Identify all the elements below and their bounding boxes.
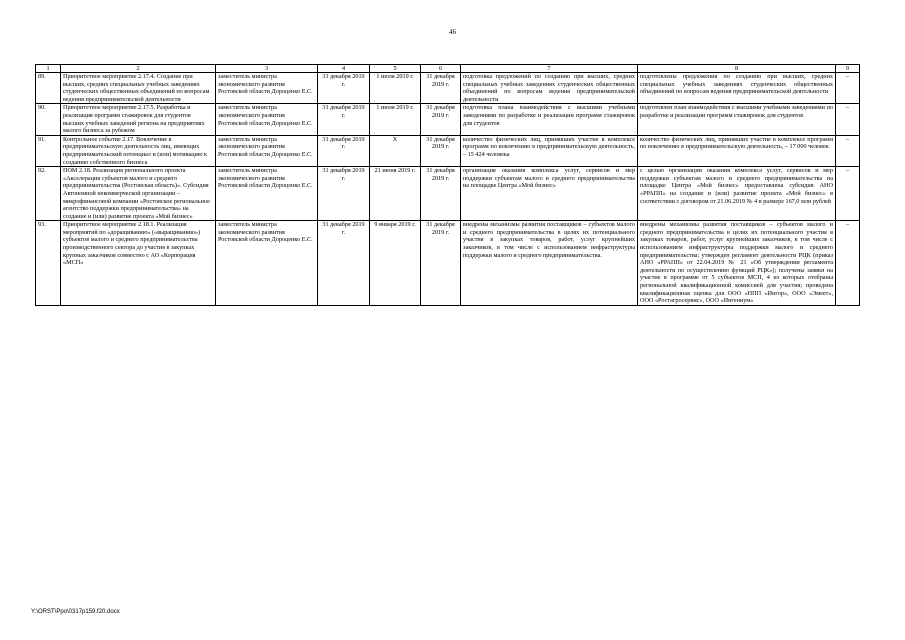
report-table	[35, 64, 860, 306]
responsible-person: заместитель министра экономического развития Ростовской области Дороценко Е.С.	[216, 135, 318, 166]
actual-result: с целью организации оказания комплекса услуг, сервисов и мер поддержки субъектам малого и среднего предпринимательства на площадке Центра «Мой бизнес» предоставлена субсидия АНО «РРАПП» на создание и (или) развитие проекта «Мой бизнес» в соответствии с договором от 21.06.2019 № 4 в размере 167,0 млн рублей	[638, 167, 836, 221]
event-name: Приоритетное мероприятие 2.18.1. Реализация мероприятий по «доращиванию» («выращиванию») субъектов малого и среднего предпринимательства производственного сектора до участия в закупках крупных заказчиков совместно с АО «Корпорация «МСП»	[61, 221, 216, 306]
plan-date: 31 декабря 2019 г.	[318, 73, 370, 104]
table-row	[36, 167, 860, 221]
plan-date: 31 декабря 2019 г.	[318, 135, 370, 166]
event-name: ПОМ 2.18. Реализация регионального проекта «Акселерация субъектов малого и среднего предпринимательства (Ростовская область)». Субсидия Автономной некоммерческой организации – микрофинансовой компании «Ростовское региональное агентство поддержки предпринимательства» на создание и (или) развитие проекта «Мой бизнес»	[61, 167, 216, 221]
event-name: Приоритетное мероприятие 2.17.4. Создание при высших, средних специальных учебных заведениях студенческих общественных объединений по вопросам ведения предпринимательской деятельности	[61, 73, 216, 104]
plan-date: 31 декабря 2019 г.	[318, 221, 370, 306]
column-header: 4	[318, 65, 370, 73]
responsible-person: заместитель министра экономического развития Ростовской области Дороценко Е.С.	[216, 221, 318, 306]
expected-result: подготовка предложений по созданию при высших, средних специальных учебных заведениях студенческих общественных объединений по вопросам ведения предпринимательской деятельности	[461, 73, 638, 104]
column-header: 8	[638, 65, 836, 73]
responsible-person: заместитель министра экономического развития Ростовской области Дороценко Е.С.	[216, 167, 318, 221]
responsible-person: заместитель министра экономического развития Ростовской области Дороценко Е.С.	[216, 104, 318, 135]
column-header: 3	[216, 65, 318, 73]
start-date: 1 июля 2019 г.	[370, 73, 421, 104]
expected-result: организация оказания комплекса услуг, сервисов и мер поддержки субъектам малого и среднего предпринимательства на площадке Центра «Мой бизнес»	[461, 167, 638, 221]
row-number: 89.	[36, 73, 61, 104]
note: –	[836, 104, 860, 135]
file-path-footer: Y:\ORST\Ppo\0317p159.f20.docx	[31, 609, 120, 615]
start-date: 21 июня 2019 г.	[370, 167, 421, 221]
actual-result: внедрены механизмы развития поставщиков – субъектов малого и среднего предпринимательства в целях их потенциального участия в закупках товаров, работ, услуг крупнейших заказчиков, в том числе с использованием инфраструктуры поддержки малого и среднего предпринимательства; утвержден регламент деятельности РЦК (приказ АНО «РРАПП» от 22.04.2019 № 21 «Об утверждении регламента деятельности по осуществлению функций РЦК»); получены заявки на участие в программе от 5 субъектов МСП, 4 из которых отобраны региональной квалификационной комиссией для участия; проведена квалификационная оценка для ООО «НПП «Ингор», ООО «Эмеет», ООО «Ростагросервис», ООО «Ингениум»	[638, 221, 836, 306]
column-header: 2	[61, 65, 216, 73]
actual-result: подготовлен план взаимодействия с высшими учебными заведениями по разработке и реализации программ стажировок для студентов	[638, 104, 836, 135]
end-date: 31 декабря 2019 г.	[421, 104, 461, 135]
responsible-person: заместитель министра экономического развития Ростовской области Дороценко Е.С.	[216, 73, 318, 104]
event-name: Контрольное событие 2.17. Вовлечение в предпринимательскую деятельность лиц, имеющих предпринимательский потенциал и (или) мотивацию к созданию собственного бизнеса	[61, 135, 216, 166]
row-number: 90.	[36, 104, 61, 135]
column-header: 5	[370, 65, 421, 73]
note: –	[836, 221, 860, 306]
column-header: 7	[461, 65, 638, 73]
header-row	[36, 65, 860, 73]
expected-result: внедрены механизмы развития поставщиков – субъектов малого и среднего предпринимательства в целях их потенциального участия в закупках товаров, работ, услуг крупнейших заказчиков, в том числе с использованием инфраструктуры поддержки малого и среднего предпринимательства.	[461, 221, 638, 306]
event-name: Приоритетное мероприятие 2.17.5. Разработка и реализация программ стажировок для студентов высших учебных заведений региона на предприятиях малого бизнеса за рубежом	[61, 104, 216, 135]
page-number: 46	[449, 28, 456, 36]
plan-date: 31 декабря 2019 г.	[318, 167, 370, 221]
end-date: 31 декабря 2019 г.	[421, 167, 461, 221]
expected-result: количество физических лиц, принявших участие в комплексе программ по вовлечению в предпринимательскую деятельность, – 15 424 человека	[461, 135, 638, 166]
actual-result: подготовлены предложения по созданию при высших, средних специальных учебных заведениях студенческих общественных объединений по вопросам ведения предпринимательской деятельности	[638, 73, 836, 104]
table-row	[36, 135, 860, 166]
note: –	[836, 73, 860, 104]
end-date: 31 декабря 2019 г.	[421, 221, 461, 306]
start-date: 1 июля 2019 г.	[370, 104, 421, 135]
table-row	[36, 104, 860, 135]
column-header: 1	[36, 65, 61, 73]
start-date: X	[370, 135, 421, 166]
row-number: 91.	[36, 135, 61, 166]
table-row	[36, 221, 860, 306]
row-number: 93.	[36, 221, 61, 306]
actual-result: количество физических лиц, принявших участие в комплексе программ по вовлечению в предпринимательскую деятельность, – 17 000 человек	[638, 135, 836, 166]
note: –	[836, 167, 860, 221]
end-date: 31 декабря 2019 г.	[421, 73, 461, 104]
column-header: 9	[836, 65, 860, 73]
start-date: 9 января 2019 г.	[370, 221, 421, 306]
plan-date: 31 декабря 2019 г.	[318, 104, 370, 135]
note: –	[836, 135, 860, 166]
column-header: 6	[421, 65, 461, 73]
end-date: 31 декабря 2019 г.	[421, 135, 461, 166]
row-number: 92.	[36, 167, 61, 221]
table-row	[36, 73, 860, 104]
expected-result: подготовка плана взаимодействия с высшими учебными заведениями по разработке и реализации программ стажировок для студентов	[461, 104, 638, 135]
